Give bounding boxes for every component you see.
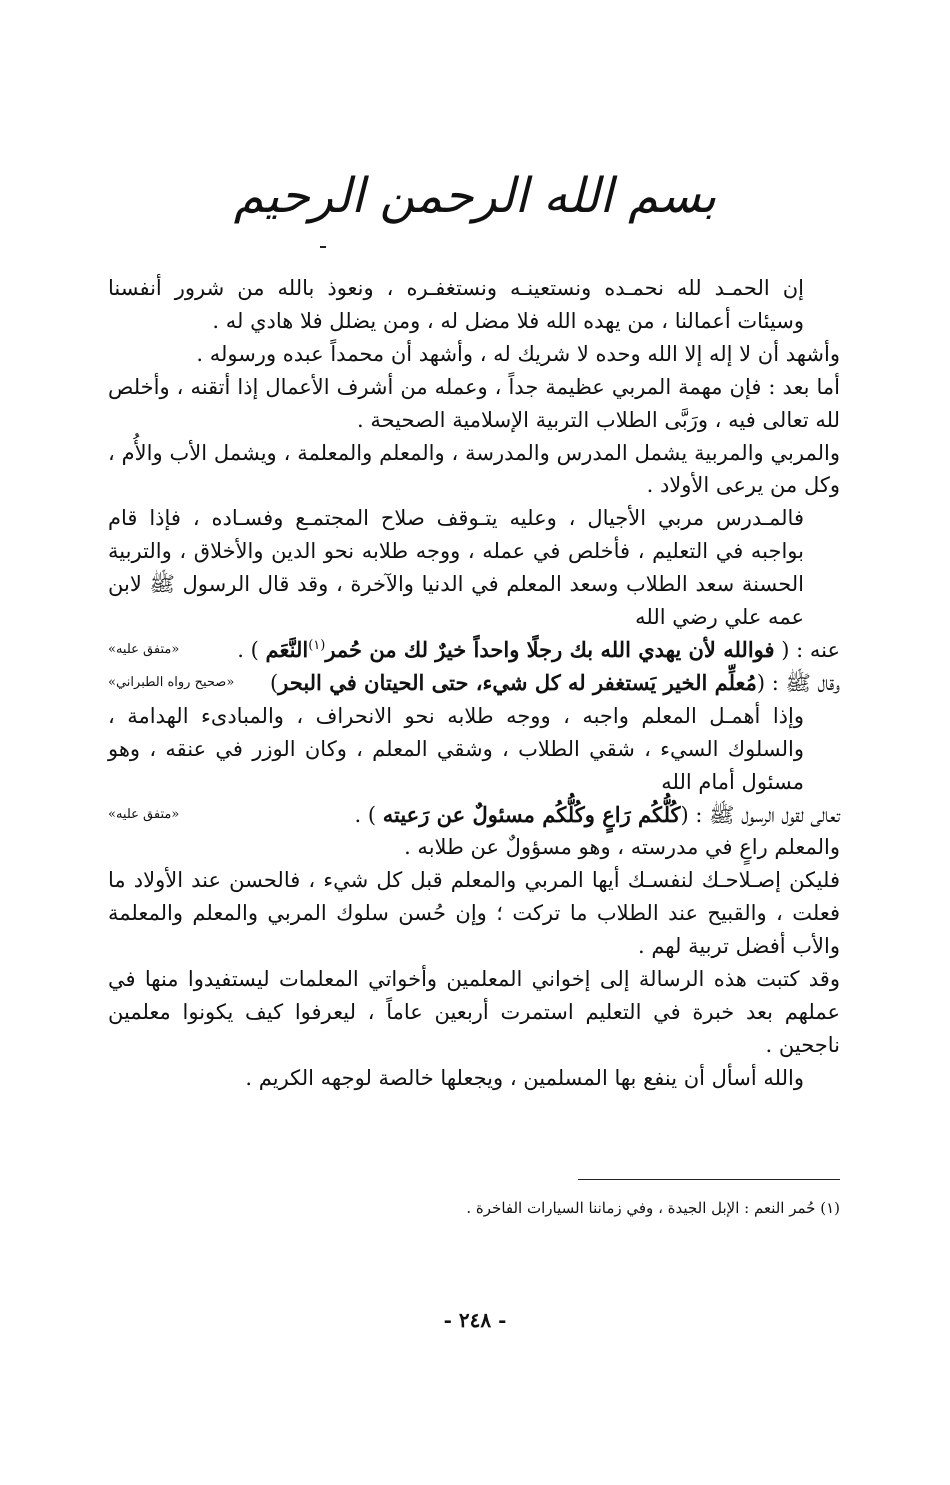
paragraph-intro: إن الحمـد لله نحمـده ونستعينـه ونستغفـره ، ونعوذ بالله من شرور أنفسنا وسيئات أعمالنا ، من يهده الله فلا مضل له ، ومن يضلل فلا هادي له . xyxy=(108,276,804,333)
hadith-1-text: فوالله لأن يهدي الله بك رجلًا واحداً خيرٌ لك من حُمر xyxy=(325,636,775,662)
paragraph-teacher-role: فالمـدرس مربي الأجيال ، وعليه يتـوقف صلاح المجتمـع وفسـاده ، فإذا قام بواجبه في التعليم ، فأخلص في عمله ، ووجه طلابه نحو الدين والأخلاق ، والتربية الحسنة سعد الطلاب وسعد المعلم في الدنيا والآخرة ، وقد قال الرسول ﷺ لابن عمه علي رضي الله xyxy=(108,506,804,630)
hadith-3-citation: «متفق عليه» xyxy=(108,806,180,822)
basmala-calligraphy: بسم الله الرحمن الرحيم xyxy=(233,168,717,224)
hadith-1-suffix: ) . xyxy=(237,637,259,662)
hadith-3-text: كُلُّكُم رَاعٍ وكُلُّكُم مسئولٌ عن رَعيته xyxy=(382,801,681,827)
paragraph-educators: والمربي والمربية يشمل المدرس والمدرسة ، والمعلم والمعلمة ، ويشمل الأب والأُم ، وكل من يرعى الأولاد . xyxy=(108,440,840,498)
hadith-line-2 xyxy=(108,667,840,700)
paragraph-teacher-shepherd: والمعلم راعٍ في مدرسته ، وهو مسؤولٌ عن طلابه . xyxy=(404,835,840,860)
paragraph-shahada: وأشهد أن لا إله إلا الله وحده لا شريك له ، وأشهد أن محمداً عبده ورسوله . xyxy=(196,341,840,366)
hadith-2-text: مُعلِّم الخير يَستغفر له كل شيء، حتى الحيتان في البحر xyxy=(278,669,757,695)
main-text xyxy=(108,272,840,1095)
hadith-1-citation: «متفق عليه» xyxy=(108,641,180,657)
hadith-3-suffix: ) . xyxy=(354,802,377,827)
paragraph-self-reform: فليكن إصـلاحـك لنفسـك أيها المربي والمعلم قبل كل شيء ، فالحسن عند الأولاد ما فعلت ، والقبيح عند الطلاب ما تركت ؛ وإن حُسن سلوك المربي والمعلم والمعلمة والأب أفضل تربية لهم . xyxy=(108,868,840,959)
hadith-line-3 xyxy=(108,799,840,832)
hadith-1-prefix: عنه : ( xyxy=(781,637,840,662)
footnote: (١) حُمر النعم : الإبل الجيدة ، وفي زماننا السيارات الفاخرة . xyxy=(466,1199,840,1217)
paragraph-purpose: وقد كتبت هذه الرسالة إلى إخواني المعلمين وأخواتي المعلمات ليستفيدوا منها في عملهم بعد خبرة في التعليم استمرت أربعين عاماً ، ليعرفوا كيف يكونوا معلمين ناجحين . xyxy=(108,967,840,1057)
footnote-divider xyxy=(578,1179,840,1180)
hadith-2-suffix: ) xyxy=(269,670,279,695)
page-number: - ٢٤٨ - xyxy=(443,1308,507,1332)
paragraph-neglect: وإذا أهمـل المعلم واجبه ، ووجه طلابه نحو الانحراف ، والمبادىء الهدامة ، والسلوك السيء ، شقي الطلاب ، وشقي المعلم ، وكان الوزر في عنقه ، وهو مسئول أمام الله xyxy=(108,703,804,794)
hadith-2-prefix: وقال ﷺ : ( xyxy=(756,670,840,695)
hadith-line-1 xyxy=(108,634,840,667)
decorative-mark xyxy=(320,246,326,248)
paragraph-amma-baad: أما بعد : فإن مهمة المربي عظيمة جداً ، وعمله من أشرف الأعمال إذا أتقنه ، وأخلص لله تعالى فيه ، ورَبَّى الطلاب التربية الإسلامية الصحيحة . xyxy=(108,374,840,432)
hadith-3-prefix: تعالى لقول الرسول ﷺ : ( xyxy=(680,802,840,827)
paragraph-closing-prayer: والله أسأل أن ينفع بها المسلمين ، ويجعلها خالصة لوجهه الكريم . xyxy=(245,1065,804,1090)
hadith-1-text-end: النَّعَم xyxy=(265,636,309,662)
footnote-reference: (١) xyxy=(308,637,326,653)
hadith-2-citation: «صحيح رواه الطبراني» xyxy=(108,674,235,690)
